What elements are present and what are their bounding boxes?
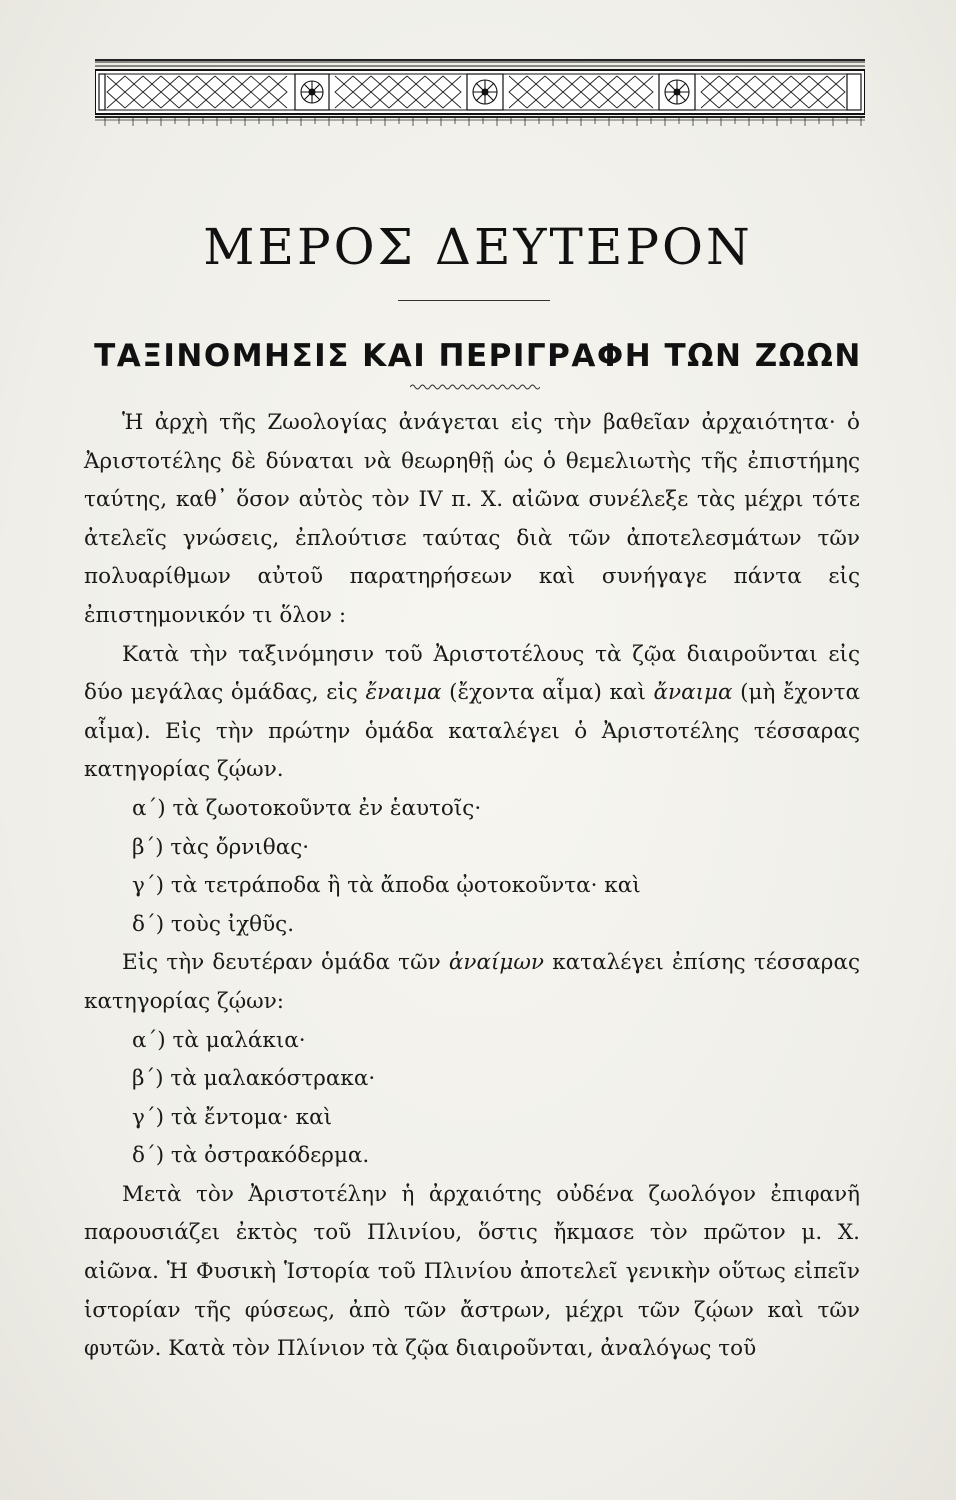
chapter-subtitle: ΤΑΞΙΝΟΜΗΣΙΣ ΚΑΙ ΠΕΡΙΓΡΑΦΗ ΤΩΝ ΖΩΩΝ xyxy=(94,338,862,374)
list-item: δ΄) τοὺς ἰχθῦς. xyxy=(132,911,295,937)
paragraph-2-text-c: (μὴ ἔχοντα αἷμα). Εἰς τὴν πρώτην ὁμάδα καταλέγει ὁ Ἀριστοτέλης τέσσαρας κατηγορίας ζῴων. xyxy=(84,680,860,783)
term-anaimon: ἀναίμων xyxy=(448,950,545,976)
body-text xyxy=(84,404,860,1369)
part-title: ΜΕΡΟΣ ΔΕΥΤΕΡΟΝ xyxy=(203,218,753,276)
paragraph-3 xyxy=(84,944,860,1021)
paragraph-2-text-b: (ἔχοντα αἷμα) καὶ xyxy=(441,680,654,706)
list-item: β΄) τὰ μαλακόστρακα· xyxy=(132,1066,376,1092)
wavy-divider xyxy=(410,382,540,392)
title-divider xyxy=(398,300,550,301)
term-anaima: ἄναιμα xyxy=(653,680,733,706)
paragraph-3-text-b: καταλέγει ἐπίσης τέσσαρας κατηγορίας ζῴων: xyxy=(84,950,861,1014)
paragraph-3-text-a: Εἰς τὴν δευτέραν ὁμάδα τῶν xyxy=(122,950,449,976)
paragraph-1: Ἡ ἀρχὴ τῆς Ζωολογίας ἀνάγεται εἰς τὴν βαθεῖαν ἀρχαιότητα· ὁ Ἀριστοτέλης δὲ δύναται νὰ θεωρηθῇ ὡς ὁ θεμελιωτὴς τῆς ἐπιστήμης ταύτης, καθ᾽ ὅσον αὐτὸς τὸν IV π. Χ. αἰῶνα συνέλεξε τὰς μέχρι τότε ἀτελεῖς γνώσεις, ἐπλούτισε ταύτας διὰ τῶν ἀποτελεσμάτων τῶν πολυαρίθμων αὐτοῦ παρατηρήσεων καὶ συνήγαγε πάντα εἰς ἐπιστημονικόν τι ὅλον : xyxy=(84,410,860,628)
list-item: α΄) τὰ ζωοτοκοῦντα ἐν ἑαυτοῖς· xyxy=(132,795,482,821)
list-item: δ΄) τὰ ὀστρακόδερμα. xyxy=(132,1143,370,1169)
paragraph-2 xyxy=(84,636,860,790)
paragraph-2-text-a: Κατὰ τὴν ταξινόμησιν τοῦ Ἀριστοτέλους τὰ ζῷα διαιροῦνται εἰς δύο μεγάλας ὁμάδας, εἰς xyxy=(84,641,860,706)
list-item: γ΄) τὰ ἔντομα· καὶ xyxy=(132,1104,333,1130)
list-item: γ΄) τὰ τετράποδα ἢ τὰ ἄποδα ᾠοτοκοῦντα· καὶ xyxy=(132,873,641,899)
paragraph-4: Μετὰ τὸν Ἀριστοτέλην ἡ ἀρχαιότης οὐδένα ζωολόγον ἐπιφανῆ παρουσιάζει ἐκτὸς τοῦ Πλινίου, ὅστις ἤκμασε τὸν πρῶτον μ. Χ. αἰῶνα. Ἡ Φυσικὴ Ἱστορία τοῦ Πλινίου ἀποτελεῖ γενικὴν οὕτως εἰπεῖν ἱστορίαν τῆς φύσεως, ἀπὸ τῶν ἄστρων, μέχρι τῶν ζῴων καὶ τῶν φυτῶν. Κατὰ τὸν Πλίνιον τὰ ζῷα διαιροῦνται, ἀναλόγως τοῦ xyxy=(84,1181,860,1362)
list-item: β΄) τὰς ὄρνιθας· xyxy=(132,834,310,860)
decorative-header-band xyxy=(95,58,865,128)
list-item: α΄) τὰ μαλάκια· xyxy=(132,1027,306,1053)
term-enaima: ἔναιμα xyxy=(365,680,442,706)
